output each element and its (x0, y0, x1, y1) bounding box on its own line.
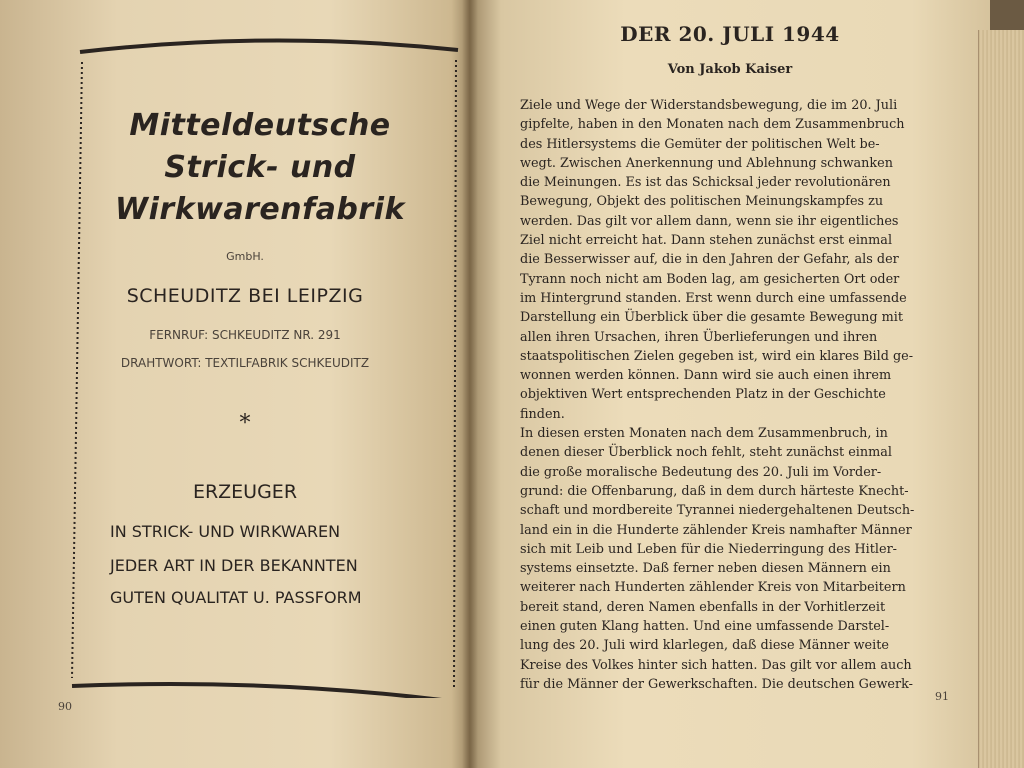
book-gutter (462, 0, 478, 768)
company-name-line2: Strick- und (164, 150, 356, 185)
advertisement (70, 38, 460, 698)
star-divider: * (239, 411, 251, 436)
legal-form: GmbH. (226, 250, 264, 263)
article-line: land ein in die Hunderte zählender Kreis namhafter Männer (520, 522, 912, 538)
article-line: wegt. Zwischen Anerkennung und Ablehnung schwanken (520, 155, 893, 171)
article-body (520, 96, 945, 694)
company-name-line3: Wirkwarenfabrik (115, 192, 405, 227)
article-line: im Hintergrund standen. Erst wenn durch eine umfassende (520, 290, 907, 306)
article-line: sich mit Leib und Leben für die Niederringung des Hitler- (520, 541, 898, 557)
article-line: grund: die Offenbarung, daß in dem durch härteste Knecht- (520, 483, 909, 499)
article-line: staatspolitischen Zielen gegeben ist, wird ein klares Bild ge- (520, 348, 914, 364)
article-line: die Besserwisser auf, die in den Jahren der Gefahr, als der (520, 252, 899, 268)
article-line: Kreise des Volkes hinter sich hatten. Das gilt vor allem auch (520, 657, 912, 673)
article-line: Darstellung ein Überblick über die gesamte Bewegung mit (520, 310, 904, 326)
producer-title: ERZEUGER (192, 481, 298, 503)
article-line: die große moralische Bedeutung des 20. Juli im Vorder- (520, 464, 882, 480)
article-line: Tyrann noch nicht am Boden lag, am gesicherten Ort oder (520, 271, 900, 287)
article-line: schaft und mordbereite Tyrannei niedergehaltenen Deutsch- (520, 503, 915, 519)
article-line: werden. Das gilt vor allem dann, wenn sie ihr eigentliches (520, 213, 899, 229)
company-city: SCHEUDITZ BEI LEIPZIG (126, 285, 364, 307)
article-line: wonnen werden können. Dann wird sie auch einen ihrem (520, 368, 892, 384)
article-line: für die Männer der Gewerkschaften. Die deutschen Gewerk- (520, 676, 913, 692)
article-heading: DER 20. JULI 1944 (620, 22, 840, 46)
article-line: einen guten Klang hatten. Und eine umfassende Darstel- (520, 619, 890, 635)
article-line: systems einsetzte. Daß ferner neben diesen Männern ein (520, 561, 891, 577)
article-line: finden. (520, 406, 565, 422)
producer-line-3: GUTEN QUALITAT U. PASSFORM (110, 588, 362, 607)
page-number-left: 90 (58, 700, 72, 713)
telegram-line: DRAHTWORT: TEXTILFABRIK SCHKEUDITZ (120, 356, 370, 370)
article-line: gipfelte, haben in den Monaten nach dem Zusammenbruch (520, 117, 905, 133)
phone-line: FERNRUF: SCHKEUDITZ NR. 291 (149, 328, 341, 342)
page-edges (978, 30, 1024, 768)
article-author: Von Jakob Kaiser (667, 62, 793, 77)
page-number-right: 91 (935, 690, 949, 703)
article-line: lung des 20. Juli wird klarlegen, daß diese Männer weite (520, 638, 889, 654)
article-line: bereit stand, deren Namen ebenfalls in der Vorhitlerzeit (520, 599, 886, 615)
article-line: weiterer nach Hunderten zählender Kreis von Mitarbeitern (520, 580, 906, 596)
article-line: In diesen ersten Monaten nach dem Zusammenbruch, in (520, 426, 888, 442)
producer-line-1: IN STRICK- UND WIRKWAREN (110, 522, 341, 541)
article-line: denen dieser Überblick noch fehlt, steht zunächst einmal (520, 445, 892, 461)
article-line: des Hitlersystems die Gemüter der politischen Welt be- (520, 136, 880, 152)
article-line: Bewegung, Objekt des politischen Meinungskampfes zu (520, 194, 884, 210)
article-line: allen ihren Ursachen, ihren Überlieferungen und ihren (520, 329, 878, 345)
company-name-line1: Mitteldeutsche (129, 108, 391, 143)
producer-line-2: JEDER ART IN DER BEKANNTEN (110, 556, 358, 575)
article-line: objektiven Wert entsprechenden Platz in der Geschichte (520, 387, 886, 403)
article-line: die Meinungen. Es ist das Schicksal jeder revolutionären (520, 175, 891, 191)
article-line: Ziele und Wege der Widerstandsbewegung, die im 20. Juli (520, 98, 898, 113)
article-line: Ziel nicht erreicht hat. Dann stehen zunächst erst einmal (520, 233, 893, 249)
